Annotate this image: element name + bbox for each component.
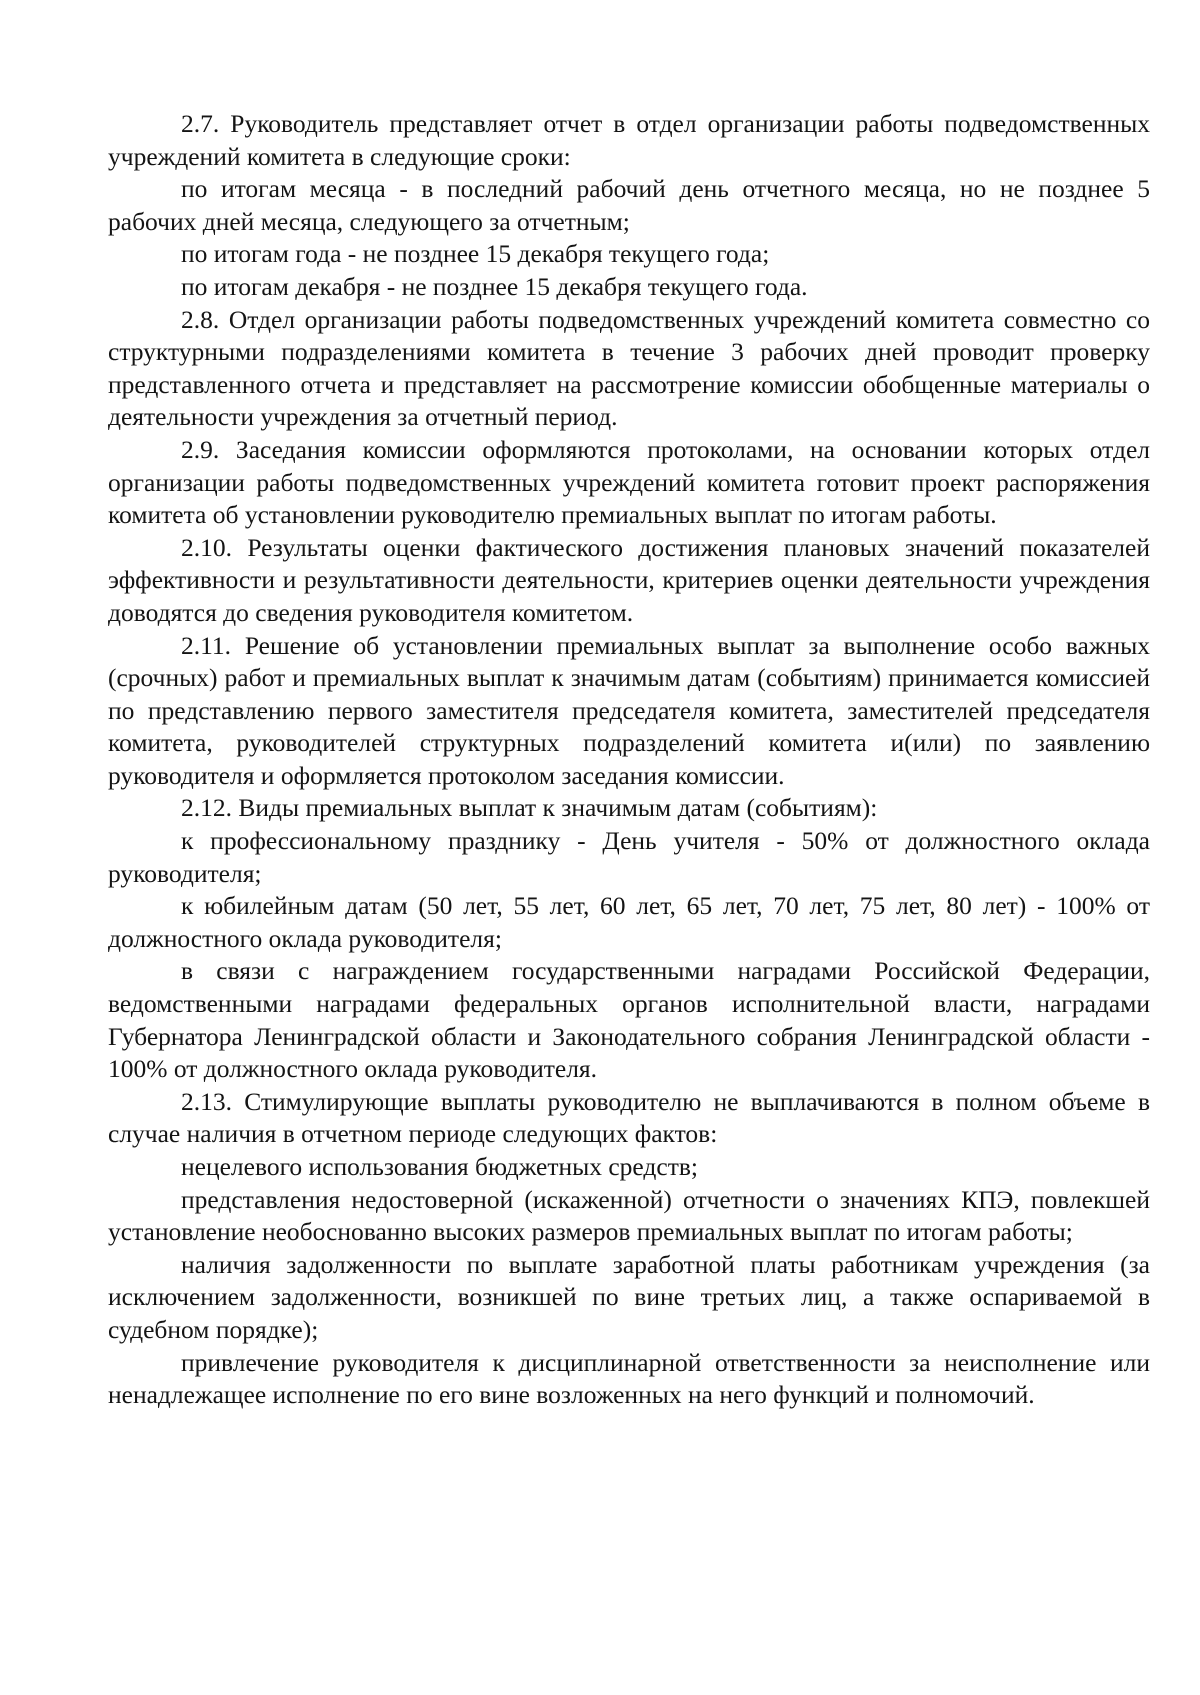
paragraph-state-awards: в связи с награждением государственными наградами Российской Федерации, ведомственными наградами федеральных органов исполнительной власти, наградами Губернатора Ленинградской области и Законодательного собрания Ленинградской области - 100% от должностного оклада руководителя.	[108, 956, 1150, 1084]
paragraph-teacher-day: к профессиональному празднику - День учителя - 50% от должностного оклада руководителя;	[108, 826, 1150, 888]
paragraph-misuse-funds: нецелевого использования бюджетных средств;	[181, 1152, 698, 1181]
paragraph-2-7: 2.7. Руководитель представляет отчет в отдел организации работы подведомственных учреждений комитета в следующие сроки:	[108, 109, 1150, 171]
paragraph-2-11: 2.11. Решение об установлении премиальных выплат за выполнение особо важных (срочных) работ и премиальных выплат к значимым датам (событиям) принимается комиссией по представлению первого заместителя председателя комитета, заместителей председателя комитета, руководителей структурных подразделений комитета и(или) по заявлению руководителя и оформляется протоколом заседания комиссии.	[108, 630, 1150, 790]
paragraph-2-8: 2.8. Отдел организации работы подведомственных учреждений комитета совместно со структурными подразделениями комитета в течение 3 рабочих дней проводит проверку представленного отчета и представляет на рассмотрение комиссии обобщенные материалы о деятельности учреждения за отчетный период.	[108, 304, 1150, 432]
paragraph-2-10: 2.10. Результаты оценки фактического достижения плановых значений показателей эффективности и результативности деятельности, критериев оценки деятельности учреждения доводятся до сведения руководителя комитетом.	[108, 532, 1150, 627]
paragraph-yearly-deadline: по итогам года - не позднее 15 декабря текущего года;	[181, 239, 770, 269]
paragraph-december-deadline: по итогам декабря - не позднее 15 декабря текущего года.	[181, 271, 808, 301]
paragraph-2-12: 2.12. Виды премиальных выплат к значимым датам (событиям):	[181, 793, 878, 823]
paragraph-monthly-deadline: по итогам месяца - в последний рабочий день отчетного месяца, но не позднее 5 рабочих дней месяца, следующего за отчетным;	[108, 174, 1150, 236]
paragraph-2-13: 2.13. Стимулирующие выплаты руководителю не выплачиваются в полном объеме в случае наличия в отчетном периоде следующих фактов:	[108, 1086, 1150, 1149]
paragraph-anniversary: к юбилейным датам (50 лет, 55 лет, 60 лет, 65 лет, 70 лет, 75 лет, 80 лет) - 100% от должностного оклада руководителя;	[108, 891, 1150, 953]
paragraph-false-reporting: представления недостоверной (искаженной) отчетности о значениях КПЭ, повлекшей установление необоснованно высоких размеров премиальных выплат по итогам работы;	[108, 1184, 1150, 1247]
paragraph-disciplinary: привлечение руководителя к дисциплинарной ответственности за неисполнение или ненадлежащее исполнение по его вине возложенных на него функций и полномочий.	[108, 1347, 1150, 1410]
paragraph-salary-debt: наличия задолженности по выплате заработной платы работникам учреждения (за исключением задолженности, возникшей по вине третьих лиц, а также оспариваемой в судебном порядке);	[108, 1249, 1150, 1344]
paragraph-2-9: 2.9. Заседания комиссии оформляются протоколами, на основании которых отдел организации работы подведомственных учреждений комитета готовит проект распоряжения комитета об установлении руководителю премиальных выплат по итогам работы.	[108, 434, 1150, 530]
document-body	[108, 108, 1150, 1412]
